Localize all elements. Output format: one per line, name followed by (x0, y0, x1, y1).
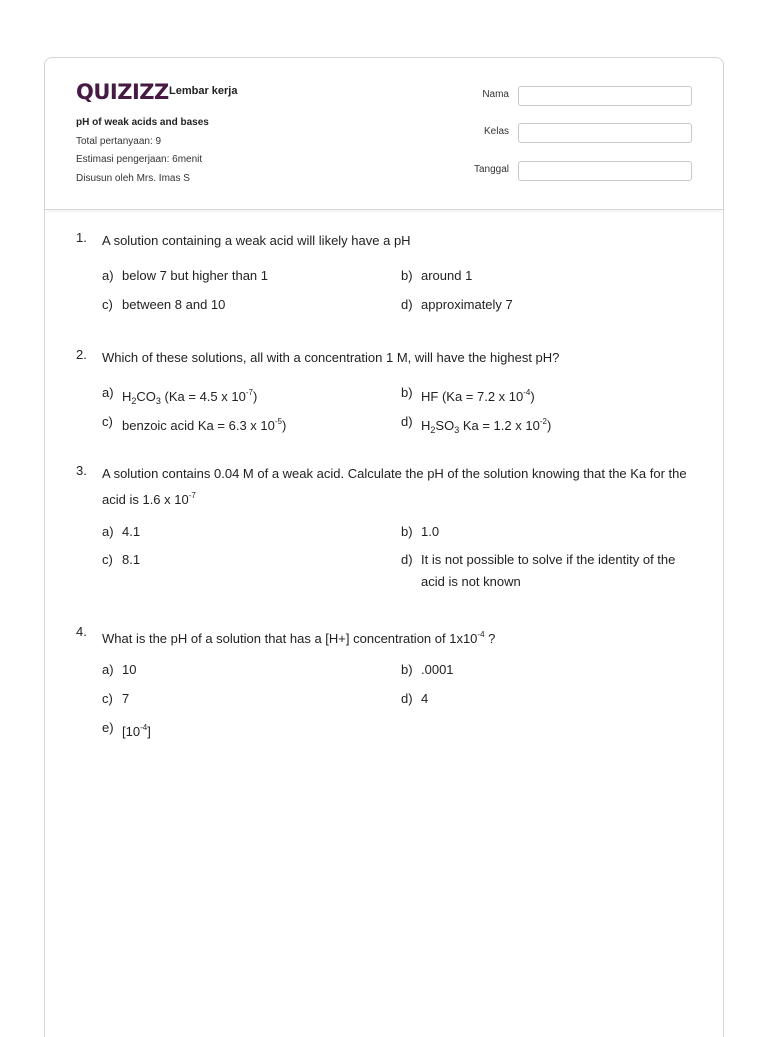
question-text: A solution contains 0.04 M of a weak acid. Calculate the pH of the solution knowing that the Ka for the acid is 1.6 x $10^{-7}$ (102, 466, 687, 507)
worksheet-header (45, 58, 723, 210)
option-text: $[10^{-4}]$ (122, 723, 151, 739)
question-text: What is the pH of a solution that has a [H+] concentration of $1x10^{-4}$ ? (102, 630, 496, 646)
option-text: 4.1 (122, 524, 141, 539)
question-number: 1. (76, 230, 87, 245)
option-letter: c) (102, 552, 113, 567)
option-letter: b) (401, 662, 413, 677)
option-letter: b) (401, 268, 413, 283)
option-letter: b) (401, 524, 413, 539)
option-text: benzoic acid Ka = 6.3 x $10^{-5}$) (122, 417, 287, 433)
tanggal-label: Tanggal (473, 164, 509, 175)
option-text: 1.0 (421, 524, 440, 539)
option-letter: d) (401, 691, 413, 706)
option-letter: c) (102, 297, 113, 312)
question-number: 4. (76, 624, 87, 639)
quizizz-logo: QUIZIZZ (76, 80, 169, 104)
worksheet-title: pH of weak acids and bases (76, 117, 209, 128)
option-text: It is not possible to solve if the identity of the acid is not known (421, 552, 676, 589)
option-letter: e) (102, 720, 114, 735)
option-letter: a) (102, 524, 114, 539)
option-letter: c) (102, 691, 113, 706)
question-number: 3. (76, 463, 87, 478)
question-text: Which of these solutions, all with a concentration 1 M, will have the highest pH? (102, 350, 560, 365)
option-letter: c) (102, 414, 113, 429)
option-text: below 7 but higher than 1 (122, 268, 268, 283)
nama-label: Nama (482, 89, 509, 100)
option-letter: a) (102, 268, 114, 283)
nama-field[interactable] (518, 86, 692, 106)
worksheet (44, 57, 724, 1037)
option-text: around 1 (421, 268, 473, 283)
option-letter: d) (401, 552, 413, 567)
option-text: .0001 (421, 662, 454, 677)
kelas-label: Kelas (483, 126, 509, 137)
option-letter: d) (401, 297, 413, 312)
option-text: between 8 and 10 (122, 297, 226, 312)
author: Disusun oleh Mrs. Imas S (76, 173, 190, 184)
option-letter: a) (102, 385, 114, 400)
question-number: 2. (76, 347, 87, 362)
option-text: 7 (122, 691, 130, 706)
option-letter: b) (401, 385, 413, 400)
kelas-field[interactable] (518, 123, 692, 143)
total-questions: Total pertanyaan: 9 (76, 136, 162, 147)
option-text: 10 (122, 662, 137, 677)
option-text: 4 (421, 691, 429, 706)
option-text: HF (Ka = 7.2 x $10^{-4}$) (421, 388, 535, 404)
question-text: A solution containing a weak acid will likely have a pH (102, 233, 411, 248)
option-text: $H_2SO_3$ Ka = 1.2 x $10^{-2}$) (421, 417, 552, 435)
estimated-time: Estimasi pengerjaan: 6menit (76, 154, 203, 165)
option-letter: d) (401, 414, 413, 429)
option-text: $H_2CO_3$ (Ka = 4.5 x $10^{-7}$) (122, 388, 258, 406)
sheet-type-label: Lembar kerja (169, 85, 238, 97)
tanggal-field[interactable] (518, 161, 692, 181)
option-text: approximately 7 (421, 297, 513, 312)
option-letter: a) (102, 662, 114, 677)
option-text: 8.1 (122, 552, 141, 567)
